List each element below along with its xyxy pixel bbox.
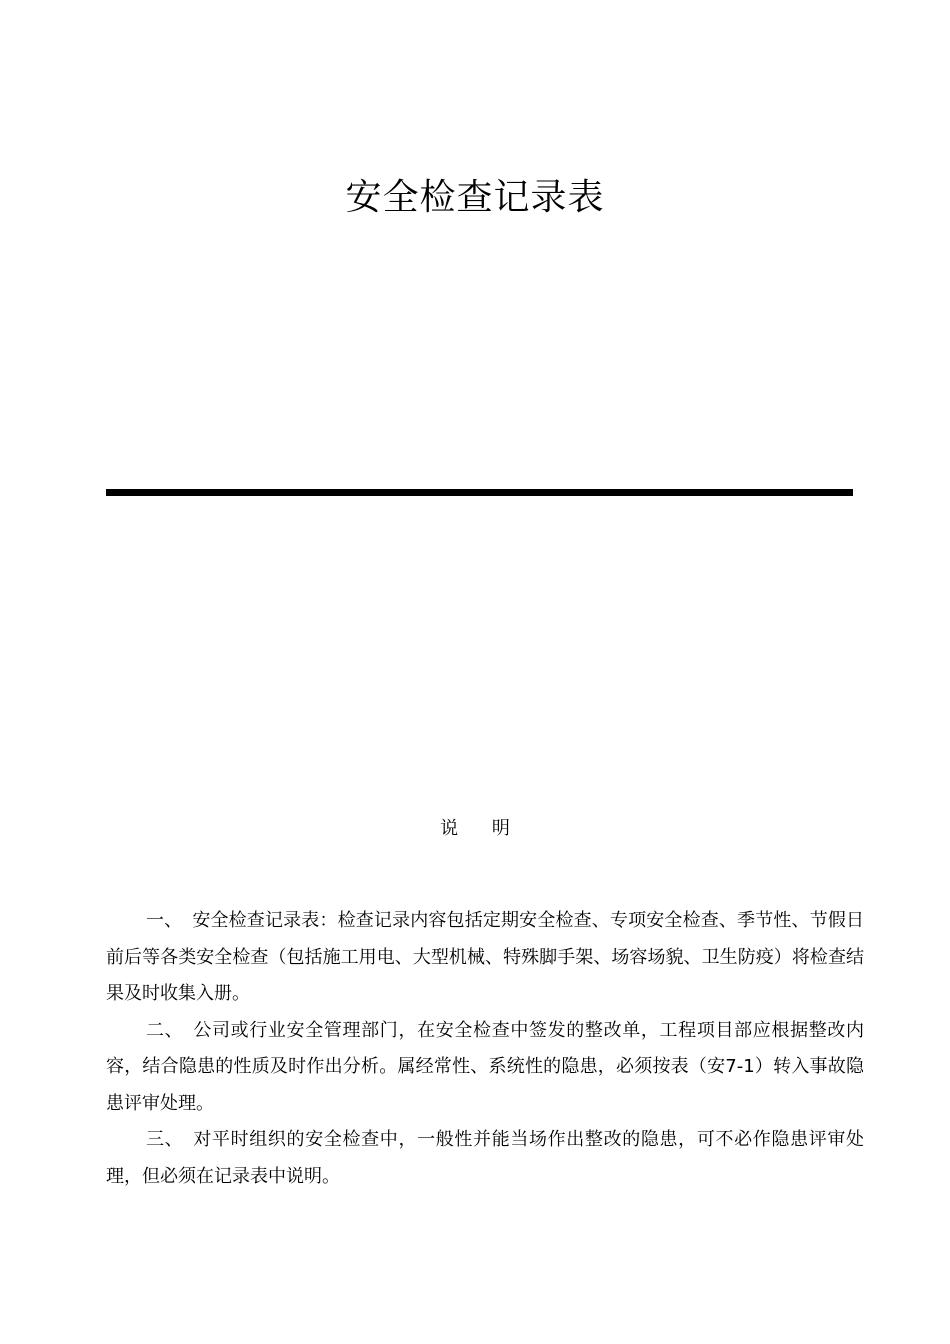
note-number: 一、 xyxy=(146,910,183,931)
horizontal-divider xyxy=(106,489,853,496)
page-title: 安全检查记录表 xyxy=(345,177,605,218)
note-item xyxy=(106,1122,864,1195)
note-number: 三、 xyxy=(146,1129,184,1150)
note-text: 公司或行业安全管理部门，在安全检查中签发的整改单，工程项目部应根据整改内容，结合隐患的性质及时作出分析。属经常性、系统性的隐患，必须按表（安7-1）转入事故隐患评审处理。 xyxy=(106,1019,865,1114)
explanation-heading: 说 明 xyxy=(440,818,524,839)
note-item xyxy=(106,903,864,1013)
explanation-notes xyxy=(106,903,864,1195)
note-item xyxy=(106,1013,864,1123)
note-text: 安全检查记录表：检查记录内容包括定期安全检查、专项安全检查、季节性、节假日前后等各类安全检查（包括施工用电、大型机械、特殊脚手架、场容场貌、卫生防疫）将检查结果及时收集入册。 xyxy=(106,910,865,1004)
note-number: 二、 xyxy=(146,1019,184,1041)
note-text: 对平时组织的安全检查中，一般性并能当场作出整改的隐患，可不必作隐患评审处理，但必须在记录表中说明。 xyxy=(106,1129,865,1187)
